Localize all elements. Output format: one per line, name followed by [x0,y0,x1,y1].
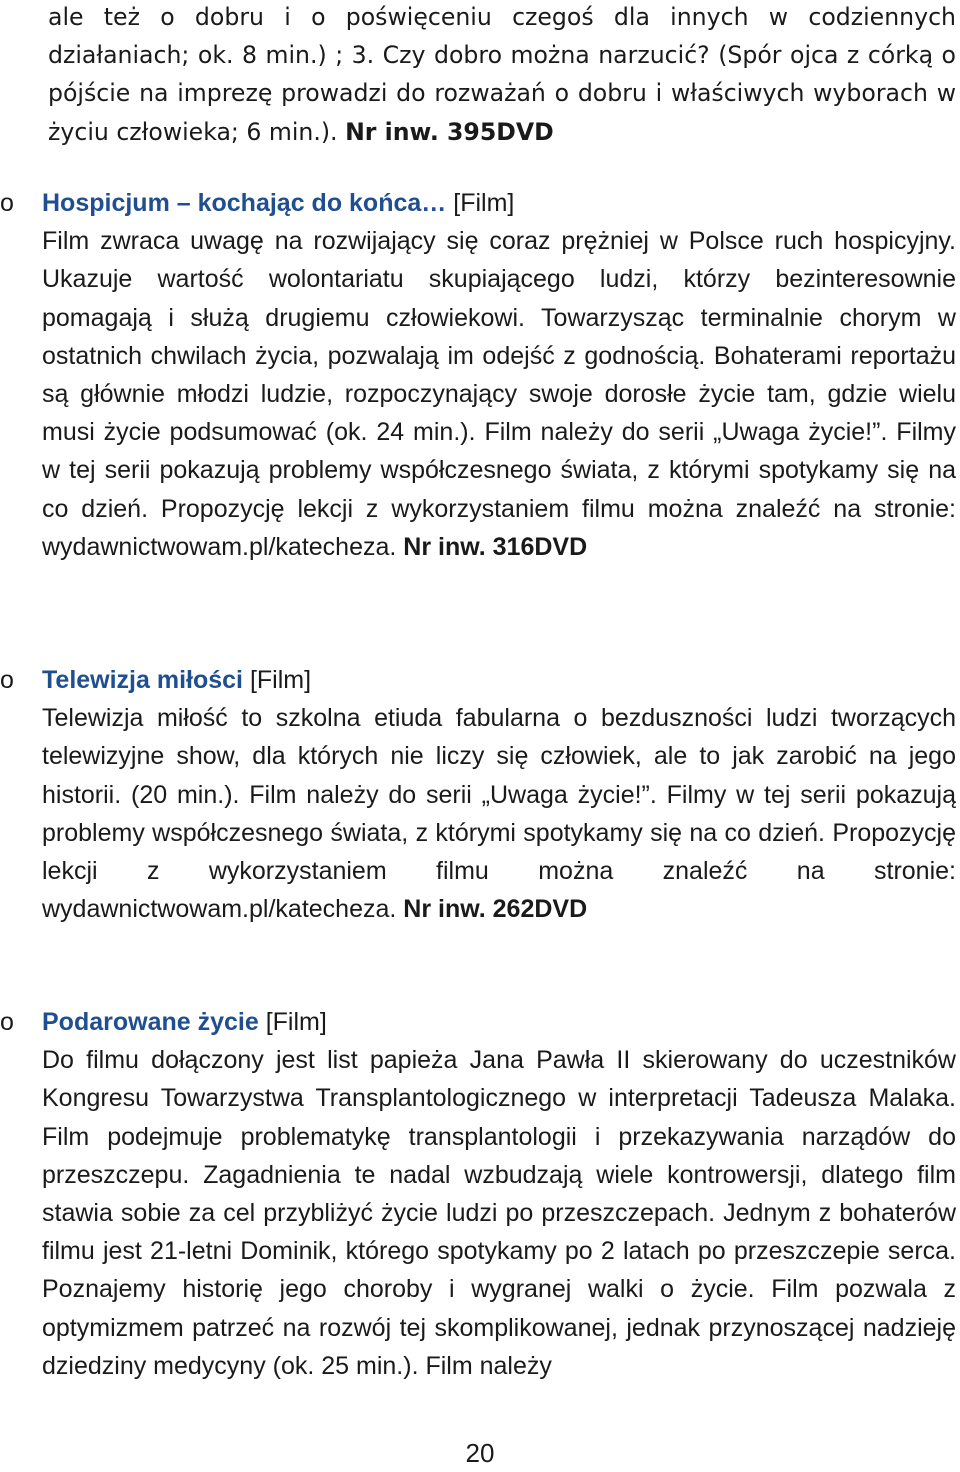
list-bullet: o [0,189,14,217]
entry-description-paragraph [42,1041,956,1385]
entry-inventory-number: Nr inw. 316DVD [403,532,588,561]
list-bullet: o [0,666,14,694]
entry-description: Film zwraca uwagę na rozwijający się coraz prężniej w Polsce ruch hospicyjny. Ukazuje wartość wolontariatu skupiającego ludzi, którzy bezinteresownie pomagają i służą drugiemu człowiekowi. Towarzysząc terminalnie chorym w ostatnich chwilach życia, pozwalają im odejść z godnością. Bohaterami reportażu są głównie młodzi ludzie, rozpoczynający swoje dorosłe życie tam, gdzie wielu musi życie podsumować (ok. 24 min.). Film należy do serii „Uwaga życie!”. Filmy w tej serii pokazują problemy współczesnego świata, z którymi spotykamy się na co dzień. Propozycję lekcji z wykorzystaniem filmu można znaleźć na stronie: wydawnictwowam.pl/katecheza. [42,227,956,561]
entry-description-paragraph [42,222,956,566]
intro-inventory-number: Nr inw. 395DVD [345,117,554,146]
entry-heading [42,661,956,699]
entry-title: Telewizja miłości [42,666,244,694]
entry-title: Hospicjum – kochając do końca… [42,189,447,217]
entry-type: [Film] [446,189,515,217]
page-number: 20 [465,1438,495,1468]
intro-text: ale też o dobru i o poświęceniu czegoś dla innych w codziennych działaniach; ok. 8 min.) ; 3. Czy dobro można narzucić? (Spór ojca z córką o pójście na imprezę prowadzi do rozważań o dobru i właściwych wyborach w życiu człowieka; 6 min.). [48,3,956,146]
catalog-entry [0,1003,960,1385]
entry-type: [Film] [258,1008,327,1036]
entry-type: [Film] [243,666,312,694]
catalog-entry [0,184,960,566]
entry-heading [42,184,956,222]
entry-heading [42,1003,956,1041]
entry-description-paragraph [42,699,956,928]
entry-description: Do filmu dołączony jest list papieża Jana Pawła II skierowany do uczestników Kongresu Towarzystwa Transplantologicznego w interpretacji Tadeusza Malaka. Film podejmuje problematykę transplantologii i przekazywania narządów do przeszczepu. Zagadnienia te nadal wzbudzają wiele kontrowersji, dlatego film stawia sobie za cel przybliżyć życie ludzi po przeszczepach. Jednym z bohaterów filmu jest 21-letni Dominik, którego spotykamy po 2 latach po przeszczepie serca. Poznajemy historię jego choroby i wygranej walki o życie. Film pozwala z optymizmem patrzeć na rozwój tej skomplikowanej, jednak przynoszącej nadzieję dziedziny medycyny (ok. 25 min.). Film należy [42,1046,956,1380]
catalog-entry [0,661,960,928]
intro-paragraph [48,0,956,151]
entry-title: Podarowane życie [42,1008,259,1036]
list-bullet: o [0,1008,14,1036]
entry-inventory-number: Nr inw. 262DVD [403,895,588,924]
entry-description: Telewizja miłość to szkolna etiuda fabularna o bezduszności ludzi tworzących telewizyjne show, dla których nie liczy się człowiek, ale to jak zarobić na jego historii. (20 min.). Film należy do serii „Uwaga życie!”. Filmy w tej serii pokazują problemy współczesnego świata, z którymi spotykamy się na co dzień. Propozycję lekcji z wykorzystaniem filmu można znaleźć na stronie: wydawnictwowam.pl/katecheza. [42,704,956,924]
